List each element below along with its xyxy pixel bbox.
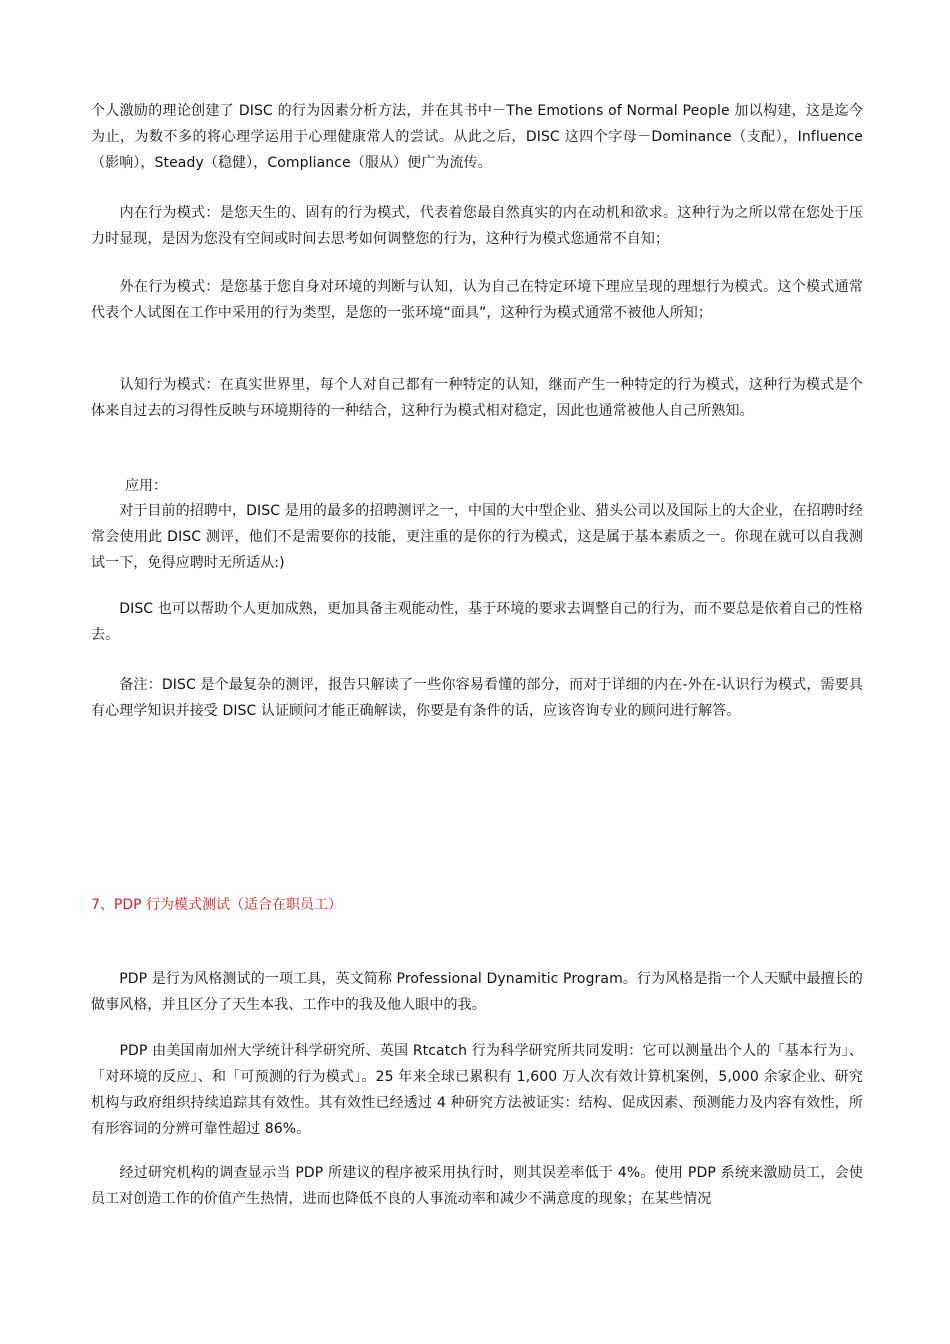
section-heading-pdp: 7、PDP 行为模式测试（适合在职员工） — [91, 897, 343, 913]
paragraph-internal-behavior: 内在行为模式：是您天生的、固有的行为模式，代表着您最自然真实的内在动机和欲求。这种行为之所以常在您处于压力时显现，是因为您没有空间或时间去思考如何调整您的行为，这种行为模式您通常不自知； — [91, 205, 863, 247]
paragraph-pdp-origin: PDP 由美国南加州大学统计科学研究所、英国 Rtcatch 行为科学研究所共同发明：它可以测量出个人的「基本行为」、「对环境的反应」、和「可预测的行为模式」。25 年来全球已累积有 1,600 万人次有效计算机案例，5,000 余家企业、研究机构与政府组织持续追踪其有效性。其有效性已经透过 4 种研究方法被证实：结构、促成因素、预测能力及内容有效性，所有形容词的分辨可靠性超过 86%。 — [91, 1043, 863, 1137]
paragraph-external-behavior: 外在行为模式：是您基于您自身对环境的判断与认知，认为自己在特定环境下理应呈现的理想行为模式。这个模式通常代表个人试图在工作中采用的行为类型，是您的一张环境“面具”，这种行为模式通常不被他人所知； — [91, 279, 863, 321]
paragraph-pdp-intro: PDP 是行为风格测试的一项工具，英文简称 Professional Dynamitic Program。行为风格是指一个人天赋中最擅长的做事风格，并且区分了天生本我、工作中的我及他人眼中的我。 — [91, 971, 863, 1013]
paragraph-pdp-research: 经过研究机构的调查显示当 PDP 所建议的程序被采用执行时，则其误差率低于 4%。使用 PDP 系统来激励员工，会使员工对创造工作的价值产生热情，进而也降低不良的人事流动率和减少不满意度的现象；在某些情况 — [91, 1165, 863, 1207]
paragraph-disc-growth: DISC 也可以帮助个人更加成熟，更加具备主观能动性，基于环境的要求去调整自己的行为，而不要总是依着自己的性格去。 — [91, 601, 863, 643]
paragraph-disc-note: 备注：DISC 是个最复杂的测评，报告只解读了一些你容易看懂的部分，而对于详细的内在-外在-认识行为模式，需要具有心理学知识并接受 DISC 认证顾问才能正确解读，你要是有条件的话，应该咨询专业的顾问进行解答。 — [91, 677, 863, 719]
application-label: 应用： — [125, 478, 167, 494]
paragraph-cognitive-behavior: 认知行为模式：在真实世界里，每个人对自己都有一种特定的认知，继而产生一种特定的行为模式，这种行为模式是个体来自过去的习得性反映与环境期待的一种结合，这种行为模式相对稳定，因此也通常被他人自己所熟知。 — [91, 377, 863, 419]
paragraph-disc-intro: 个人激励的理论创建了 DISC 的行为因素分析方法，并在其书中－The Emotions of Normal People 加以构建，这是迄今为止，为数不多的将心理学运用于心理健康常人的尝试。从此之后，DISC 这四个字母－Dominance（支配），Influence（影响），Steady（稳健），Compliance（服从）便广为流传。 — [91, 103, 863, 171]
paragraph-recruitment: 对于目前的招聘中，DISC 是用的最多的招聘测评之一，中国的大中型企业、猎头公司以及国际上的大企业，在招聘时经常会使用此 DISC 测评，他们不是需要你的技能，更注重的是你的行为模式，这是属于基本素质之一。你现在就可以自我测试一下，免得应聘时无所适从:) — [91, 503, 863, 571]
